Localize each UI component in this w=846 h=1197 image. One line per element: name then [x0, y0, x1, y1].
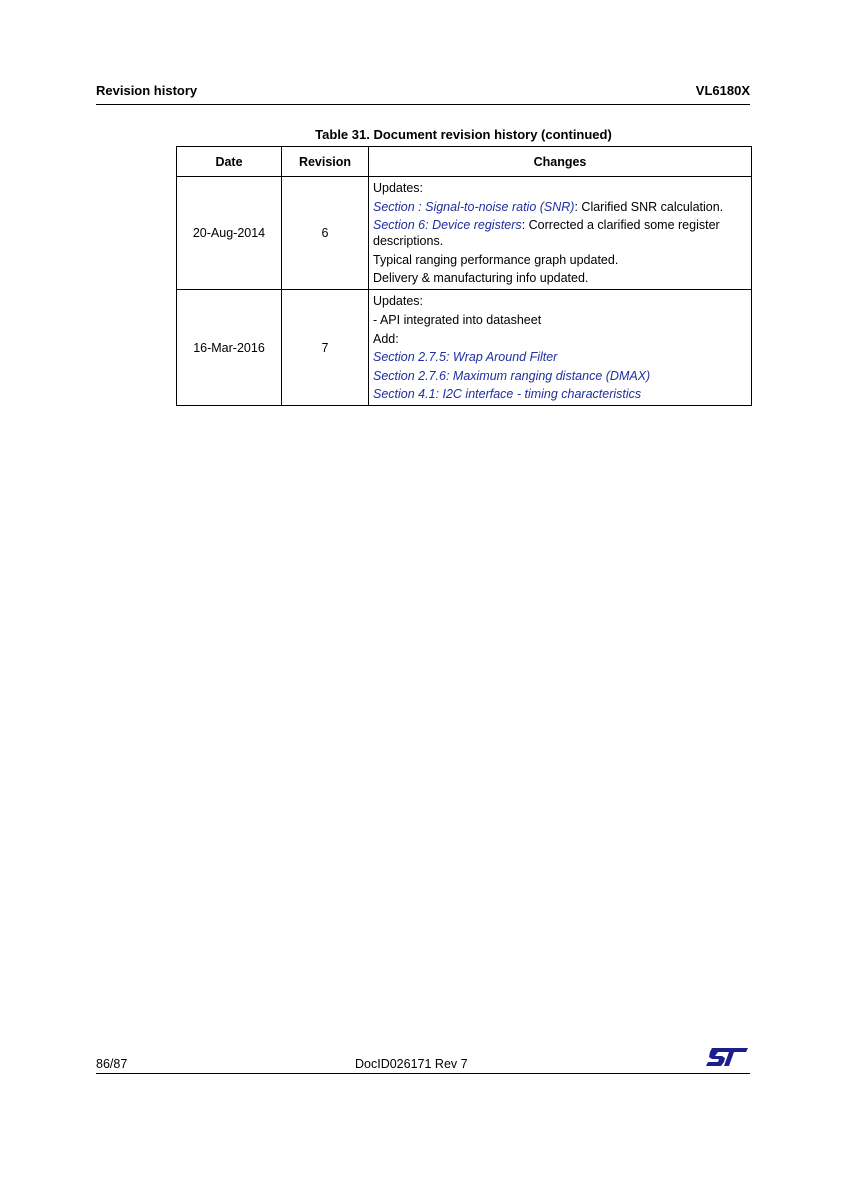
revision-table — [176, 146, 752, 406]
table-header-row — [177, 147, 752, 177]
change-line: Updates: — [373, 294, 424, 309]
cell-changes — [369, 177, 752, 290]
cell-changes — [369, 290, 752, 406]
change-line — [373, 368, 747, 384]
header-rule — [96, 104, 750, 105]
section-link[interactable]: Section 2.7.5: Wrap Around Filter — [373, 350, 558, 365]
section-link[interactable]: Section 2.7.6: Maximum ranging distance (DMAX) — [373, 368, 651, 383]
section-link[interactable]: Section 6: Device registers — [373, 218, 522, 233]
cell-revision: 6 — [282, 177, 369, 290]
header-title: Revision history — [96, 83, 198, 98]
change-line — [373, 349, 747, 365]
cell-date: 20-Aug-2014 — [177, 177, 282, 290]
change-text: : Corrected a clarified some register descriptions. — [373, 218, 720, 249]
st-logo-icon — [704, 1046, 748, 1068]
change-line — [373, 217, 747, 249]
table-row — [177, 290, 752, 406]
column-header-revision: Revision — [282, 147, 369, 177]
column-header-changes: Changes — [369, 147, 752, 177]
footer-page-number: 86/87 — [96, 1057, 128, 1071]
header-doc-name: VL6180X — [695, 83, 750, 98]
change-text: : Clarified SNR calculation. — [574, 199, 724, 214]
section-link[interactable]: Section 4.1: I2C interface - timing characteristics — [373, 387, 642, 402]
table-row — [177, 177, 752, 290]
change-line — [373, 199, 747, 215]
footer-rule — [96, 1073, 750, 1074]
section-link[interactable]: Section : Signal-to-noise ratio (SNR) — [373, 199, 575, 214]
change-line — [373, 386, 747, 402]
change-line: - API integrated into datasheet — [373, 312, 542, 327]
change-line: Typical ranging performance graph updated. — [373, 252, 619, 267]
footer-doc-id: DocID026171 Rev 7 — [355, 1057, 468, 1071]
change-line: Updates: — [373, 181, 424, 195]
change-line: Delivery & manufacturing info updated. — [373, 271, 589, 286]
table-caption: Table 31. Document revision history (continued) — [315, 127, 612, 142]
cell-date: 16-Mar-2016 — [177, 290, 282, 406]
cell-revision: 7 — [282, 290, 369, 406]
column-header-date: Date — [177, 147, 282, 177]
change-line: Add: — [373, 331, 399, 346]
